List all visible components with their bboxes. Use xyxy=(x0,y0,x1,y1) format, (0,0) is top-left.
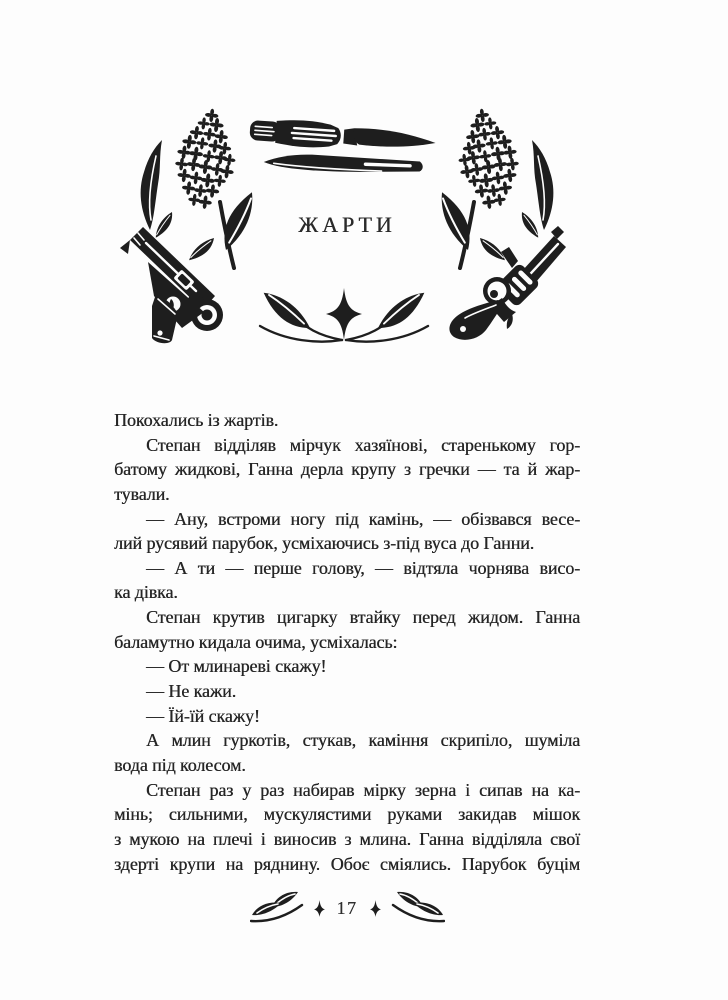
text-line: вода під колесом. xyxy=(114,754,246,775)
text-line: — Ану, встроми ногу під камінь, — обізвався весе- xyxy=(146,508,580,529)
text-line: мінь; сильними, мускулястими руками закидав мішок xyxy=(114,804,580,825)
text-line: — Не кажи. xyxy=(146,681,237,702)
text-line: Степан раз у раз набирав мірку зерна і сипав на ка- xyxy=(146,779,580,800)
leaf-star-ornament xyxy=(260,284,428,342)
text-line: Степан крутив цигарку втайку перед жидом. Ганна xyxy=(146,607,580,628)
leaf-sprig-left-icon xyxy=(250,891,304,925)
page-footer xyxy=(114,886,580,930)
text-line: баламутно кидала очима, усміхалась: xyxy=(114,631,398,652)
text-line: лий русявий парубок, усміхаючись з-під вуса до Ганни. xyxy=(114,533,535,554)
text-line: — А ти — перше голову, — відтяла чорнява висо- xyxy=(146,557,580,578)
knife-icon-bottom xyxy=(264,153,423,174)
diamond-ornament-icon xyxy=(313,899,326,918)
diamond-ornament-icon xyxy=(369,899,382,918)
text-line: тували. xyxy=(114,483,170,504)
page-content xyxy=(114,0,580,1000)
text-line: — Їй-їй скажу! xyxy=(146,705,260,726)
leaf-sprig-right-icon xyxy=(391,891,445,925)
chapter-header-art xyxy=(114,98,580,350)
text-line: А млин гуркотів, стукав, каміння скрипіло, шуміла xyxy=(146,730,580,751)
text-line: батому жидкові, Ганна дерла крупу з гречки — та й жар- xyxy=(114,459,580,480)
chapter-title: ЖАРТИ xyxy=(298,212,396,237)
knife-icon-top xyxy=(249,117,436,156)
body-text xyxy=(114,408,580,876)
text-line: ка дівка. xyxy=(114,582,178,603)
text-line: з мукою на плечі і виносив з млина. Ганна відділяла свої xyxy=(114,828,580,849)
text-line: здерті крупи на ряднину. Обоє сміялись. Парубок буцім xyxy=(114,853,580,874)
text-line: — От млинареві скажу! xyxy=(146,656,327,677)
text-line: Степан відділяв мірчук хазяїнові, старенькому гор- xyxy=(146,434,580,455)
text-line: Покохались із жартів. xyxy=(114,410,279,430)
page-number: 17 xyxy=(336,898,358,918)
lilac-branch-right xyxy=(424,105,554,268)
